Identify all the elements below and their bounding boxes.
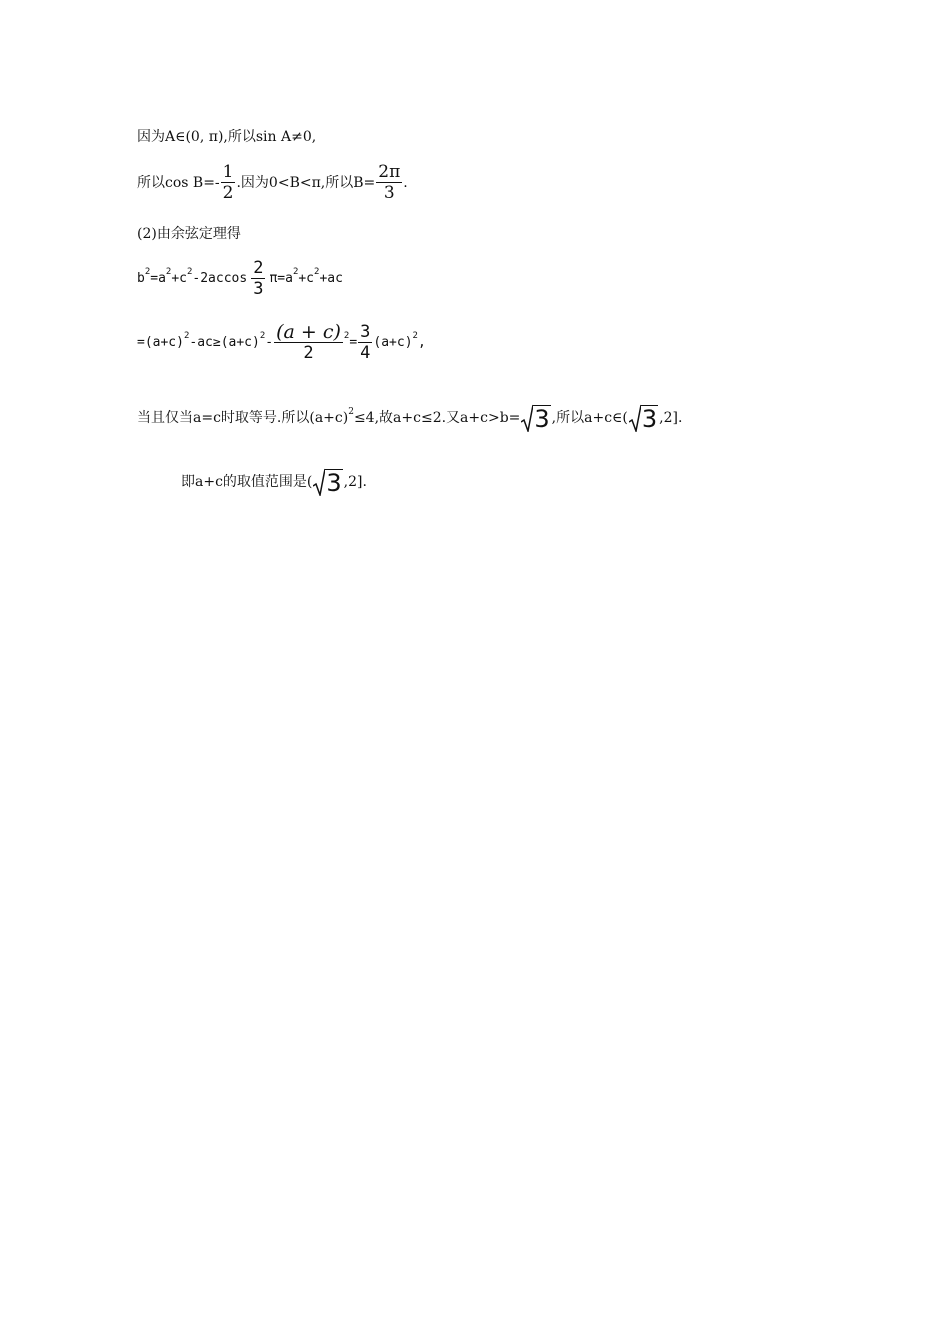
text: 当且仅当a=c时取等号.所以(a+c) xyxy=(137,410,349,426)
text: +c xyxy=(171,271,187,286)
text: 所以cos B=- xyxy=(137,174,220,191)
fraction-two-thirds xyxy=(251,258,265,299)
numerator: 2π xyxy=(378,162,401,182)
text: 因为A∈(0, π),所以sin A≠0, xyxy=(137,129,317,145)
numerator: 3 xyxy=(360,322,371,342)
superscript: 2 xyxy=(259,331,266,341)
superscript: 2 xyxy=(186,267,193,277)
denominator: 4 xyxy=(360,343,371,363)
text: . xyxy=(403,174,408,191)
text: , xyxy=(417,335,426,350)
text: =(a+c) xyxy=(137,335,184,350)
text: -2accos xyxy=(192,271,248,286)
text: (2)由余弦定理得 xyxy=(137,226,241,242)
numerator: 2 xyxy=(253,258,264,278)
text: ,2]. xyxy=(659,410,683,426)
numerator: 1 xyxy=(222,162,234,182)
solution-line-3 xyxy=(137,227,241,241)
superscript: 2 xyxy=(144,267,151,277)
square-root-three xyxy=(521,404,550,432)
radicand: 3 xyxy=(641,405,658,433)
text: .因为0<B<π,所以B= xyxy=(236,174,376,191)
solution-line-6 xyxy=(137,404,682,432)
fraction-half-sum xyxy=(274,322,343,363)
radicand: 3 xyxy=(534,405,550,433)
fraction-one-half xyxy=(221,162,236,203)
radicand: 3 xyxy=(326,469,342,497)
superscript: 2 xyxy=(412,331,418,341)
solution-line-1 xyxy=(137,130,316,144)
text: 即a+c的取值范围是( xyxy=(181,474,313,490)
radical-sign-icon xyxy=(521,404,533,432)
text: +ac xyxy=(319,271,343,286)
text: -ac≥(a+c) xyxy=(189,335,260,350)
denominator: 2 xyxy=(303,343,314,363)
superscript: 2 xyxy=(165,267,172,277)
fraction-three-quarters xyxy=(358,322,372,363)
text: π=a xyxy=(269,271,293,286)
text: ,2]. xyxy=(343,474,367,490)
text: ≤4,故a+c≤2.又a+c>b= xyxy=(353,410,521,426)
superscript: 2 xyxy=(314,267,320,277)
radical-sign-icon xyxy=(313,468,325,496)
solution-line-4 xyxy=(137,258,343,299)
text: - xyxy=(265,335,274,350)
text: ,所以a+c∈( xyxy=(551,410,628,426)
denominator: 2 xyxy=(222,183,234,203)
superscript: 2 xyxy=(343,331,350,341)
denominator: 3 xyxy=(383,183,395,203)
denominator: 3 xyxy=(253,279,264,299)
solution-line-7 xyxy=(181,468,367,496)
text: =a xyxy=(150,271,166,286)
text: b xyxy=(137,271,145,286)
text: (a+c) xyxy=(373,335,413,350)
solution-line-2 xyxy=(137,162,408,203)
superscript: 2 xyxy=(183,331,190,341)
numerator: (a + c) xyxy=(276,321,341,343)
text: +c xyxy=(298,271,315,286)
fraction-two-pi-thirds xyxy=(376,162,402,203)
solution-line-5 xyxy=(137,322,426,363)
superscript: 2 xyxy=(348,406,354,417)
square-root-three xyxy=(313,468,342,496)
square-root-three xyxy=(629,404,658,432)
superscript: 2 xyxy=(292,267,299,277)
radical-sign-icon xyxy=(629,404,641,432)
text: = xyxy=(349,335,358,350)
